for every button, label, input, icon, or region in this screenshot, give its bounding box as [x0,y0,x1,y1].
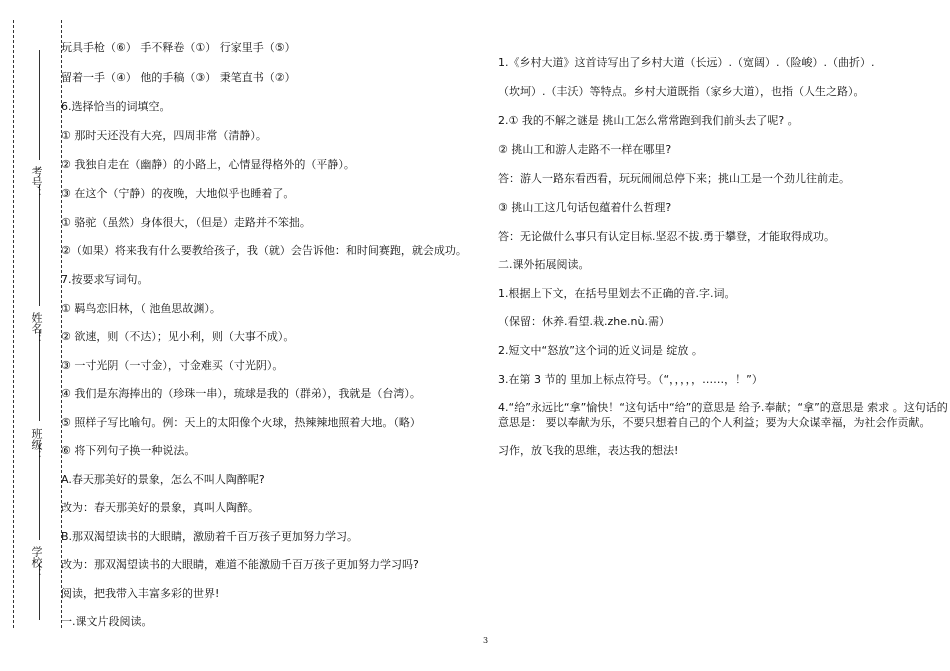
text-line: 7.按要求写词句。 [61,273,149,286]
text-line: ① 羁鸟恋旧林，（ 池鱼思故渊）。 [61,302,221,315]
text-line: ④ 我们是东海捧出的（珍珠一串），琉球是我的（群弟），我就是（台湾）。 [61,387,421,400]
text-line: 一.课文片段阅读。 [61,615,153,628]
side-label: 班级： [30,428,43,461]
write-in-line [39,50,40,160]
text-line: 改为：那双渴望读书的大眼睛，难道不能激励千百万孩子更加努力学习吗? [61,558,419,571]
side-label: 学校： [30,546,43,579]
text-line: A.春天那美好的景象，怎么不叫人陶醉呢? [61,473,265,486]
text-line: 2.① 我的不解之谜是 挑山工怎么常常跑到我们前头去了呢? 。 [498,114,799,127]
text-line: 1.《乡村大道》这首诗写出了乡村大道（长远）.（宽阔）.（险峻）.（曲折）. [498,56,875,69]
binding-dashed-line [13,20,14,628]
text-line: 1.根据上下文，在括号里划去不正确的音.字.词。 [498,287,736,300]
text-line: ⑥ 将下列句子换一种说法。 [61,444,196,457]
text-line: ③ 一寸光阴（一寸金），寸金难买（寸光阴）。 [61,359,284,372]
text-line: ② 挑山工和游人走路不一样在哪里? [498,143,672,156]
text-line: ⑤ 照样子写比喻句。例：天上的太阳像个火球，热辣辣地照着大地。（略） [61,416,421,429]
text-line: ① 骆驼（虽然）身体很大，（但是）走路并不笨拙。 [61,216,311,229]
text-line: 2.短文中“怒放”这个词的近义词是 绽放 。 [498,344,703,357]
text-line: （坎坷）.（丰沃）等特点。乡村大道既指（家乡大道），也指（人生之路）。 [498,85,865,98]
text-line: ②（如果）将来我有什么要教给孩子，我（就）会告诉他：和时间赛跑，就会成功。 [61,244,467,257]
text-line: B.那双渴望读书的大眼睛，激励着千百万孩子更加努力学习。 [61,530,359,543]
side-label: 考号： [30,166,43,199]
text-line: 改为：春天那美好的景象，真叫人陶醉。 [61,501,259,514]
text-line: 4.“给”永远比“拿”愉快！“这句话中“给”的意思是 给予.奉献；“拿”的意思是 索求 。这句话的 [498,401,948,414]
write-in-line [39,185,40,306]
page-number: 3 [483,636,489,645]
side-label: 姓名： [30,312,43,345]
text-line: 留着一手（④） 他的手稿（③） 秉笔直书（②） [61,71,296,84]
text-line: ② 我独自走在（幽静）的小路上，心情显得格外的（平静）。 [61,158,355,171]
text-line: ③ 在这个（宁静）的夜晚，大地似乎也睡着了。 [61,187,295,200]
text-line: （保留：休养.看望.栽.zhe.nù.需） [498,315,670,328]
text-line: ③ 挑山工这几句话包蕴着什么哲理? [498,201,672,214]
text-line: 玩具手枪（⑥） 手不释卷（①） 行家里手（⑤） [61,41,296,54]
text-line: 6.选择恰当的词填空。 [61,100,171,113]
text-line: 阅读，把我带入丰富多彩的世界! [61,587,220,600]
text-line: 意思是： 要以奉献为乐，不要只想着自己的个人利益；要为大众谋幸福，为社会作贡献。 [498,416,931,429]
text-line: 习作，放飞我的思维，表达我的想法! [498,444,679,457]
text-line: ① 那时天还没有大亮，四周非常（清静）。 [61,129,267,142]
text-line: 答：游人一路东看西看，玩玩闹闹总停下来；挑山工是一个劲儿往前走。 [498,172,850,185]
text-line: 3.在第 3 节的 里加上标点符号。（“，，，，，……，！”） [498,373,763,386]
text-line: ② 欲速，则（不达）；见小利，则（大事不成）。 [61,330,295,343]
text-line: 二.课外拓展阅读。 [498,258,590,271]
text-line: 答：无论做什么事只有认定目标.坚忍不拔.勇于攀登，才能取得成功。 [498,230,835,243]
